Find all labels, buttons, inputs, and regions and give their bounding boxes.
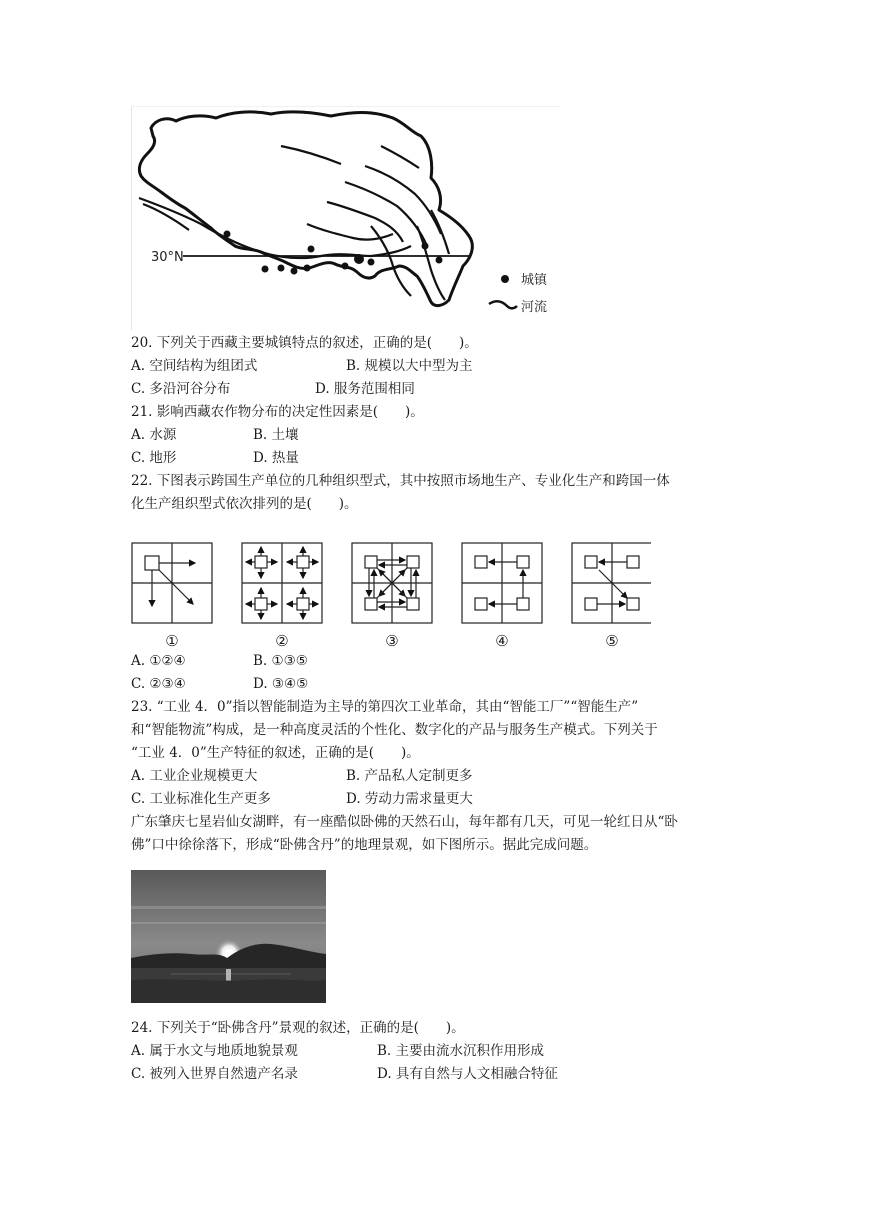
figure-label-5: ⑤ [605, 632, 619, 650]
q23-stem-line1: 23. “工业 4．0”指以智能制造为主导的第四次工业革命，其由“智能工厂”“智能生产” [131, 699, 639, 715]
panel-4 [462, 543, 542, 623]
q24-option-b[interactable]: B. 主要由流水沉积作用形成 [377, 1043, 545, 1059]
q23-option-b[interactable]: B. 产品私人定制更多 [346, 768, 473, 784]
passage-line1: 广东肇庆七星岩仙女湖畔，有一座酷似卧佛的天然石山，每年都有几天，可见一轮红日从“卧 [131, 814, 678, 830]
town-dot [291, 268, 298, 275]
passage-line2: 佛”口中徐徐落下，形成“卧佛含丹”的地理景观，如下图所示。据此完成问题。 [131, 837, 598, 853]
town-dot [422, 243, 429, 250]
q22-option-d[interactable]: D. ③④⑤ [253, 676, 309, 692]
figure-label-4: ④ [495, 632, 509, 650]
q22-stem-line1: 22. 下图表示跨国生产单位的几种组织型式，其中按照市场地生产、专业化生产和跨国一体 [131, 473, 670, 489]
q23-option-a[interactable]: A. 工业企业规模更大 [131, 768, 258, 784]
q23-option-d[interactable]: D. 劳动力需求量更大 [346, 791, 473, 807]
panel-1 [132, 543, 212, 623]
town-dot [342, 263, 349, 270]
sunset-photo [131, 870, 326, 1003]
figure-label-3: ③ [385, 632, 399, 650]
latitude-label: 30°N [151, 250, 184, 265]
q22-option-c[interactable]: C. ②③④ [131, 676, 186, 692]
legend-town-symbol [501, 275, 509, 283]
q21-option-b[interactable]: B. 土壤 [253, 427, 299, 443]
tibet-map [131, 106, 561, 330]
town-dot [224, 231, 231, 238]
panel-5 [572, 543, 651, 623]
q24-stem: 24. 下列关于“卧佛含丹”景观的叙述，正确的是( )。 [131, 1020, 465, 1036]
legend-river-label: 河流 [521, 300, 548, 315]
figure-label-2: ② [275, 632, 289, 650]
q20-option-c[interactable]: C. 多沿河谷分布 [131, 381, 231, 397]
panel-3 [352, 543, 432, 623]
q21-option-d[interactable]: D. 热量 [253, 450, 299, 466]
town-dot [354, 254, 364, 264]
q24-option-c[interactable]: C. 被列入世界自然遗产名录 [131, 1066, 298, 1082]
q21-option-c[interactable]: C. 地形 [131, 450, 177, 466]
town-dot [262, 266, 269, 273]
town-dot [368, 259, 375, 266]
q23-option-c[interactable]: C. 工业标准化生产更多 [131, 791, 271, 807]
q20-stem: 20. 下列关于西藏主要城镇特点的叙述，正确的是( )。 [131, 335, 478, 351]
q22-stem-line2: 化生产组织型式依次排列的是( )。 [131, 496, 358, 512]
q22-option-a[interactable]: A. ①②④ [131, 653, 186, 669]
town-dot [278, 265, 285, 272]
q21-option-a[interactable]: A. 水源 [131, 427, 177, 443]
organization-forms-figure [131, 542, 651, 626]
legend-town-label: 城镇 [521, 273, 548, 288]
q22-option-b[interactable]: B. ①③⑤ [253, 653, 308, 669]
q20-option-b[interactable]: B. 规模以大中型为主 [346, 358, 473, 374]
town-dot [304, 265, 311, 272]
town-dot [308, 246, 315, 253]
town-dot [436, 257, 443, 264]
q24-option-d[interactable]: D. 具有自然与人文相融合特征 [377, 1066, 558, 1082]
q20-option-a[interactable]: A. 空间结构为组团式 [131, 358, 258, 374]
panel-2 [242, 543, 322, 623]
q23-stem-line3: “工业 4．0”生产特征的叙述，正确的是( )。 [131, 745, 420, 761]
q20-option-d[interactable]: D. 服务范围相同 [315, 381, 415, 397]
q24-option-a[interactable]: A. 属于水文与地质地貌景观 [131, 1043, 298, 1059]
figure-label-1: ① [165, 632, 179, 650]
q21-stem: 21. 影响西藏农作物分布的决定性因素是( )。 [131, 404, 424, 420]
q23-stem-line2: 和“智能物流”构成，是一种高度灵活的个性化、数字化的产品与服务生产模式。下列关于 [131, 722, 658, 738]
